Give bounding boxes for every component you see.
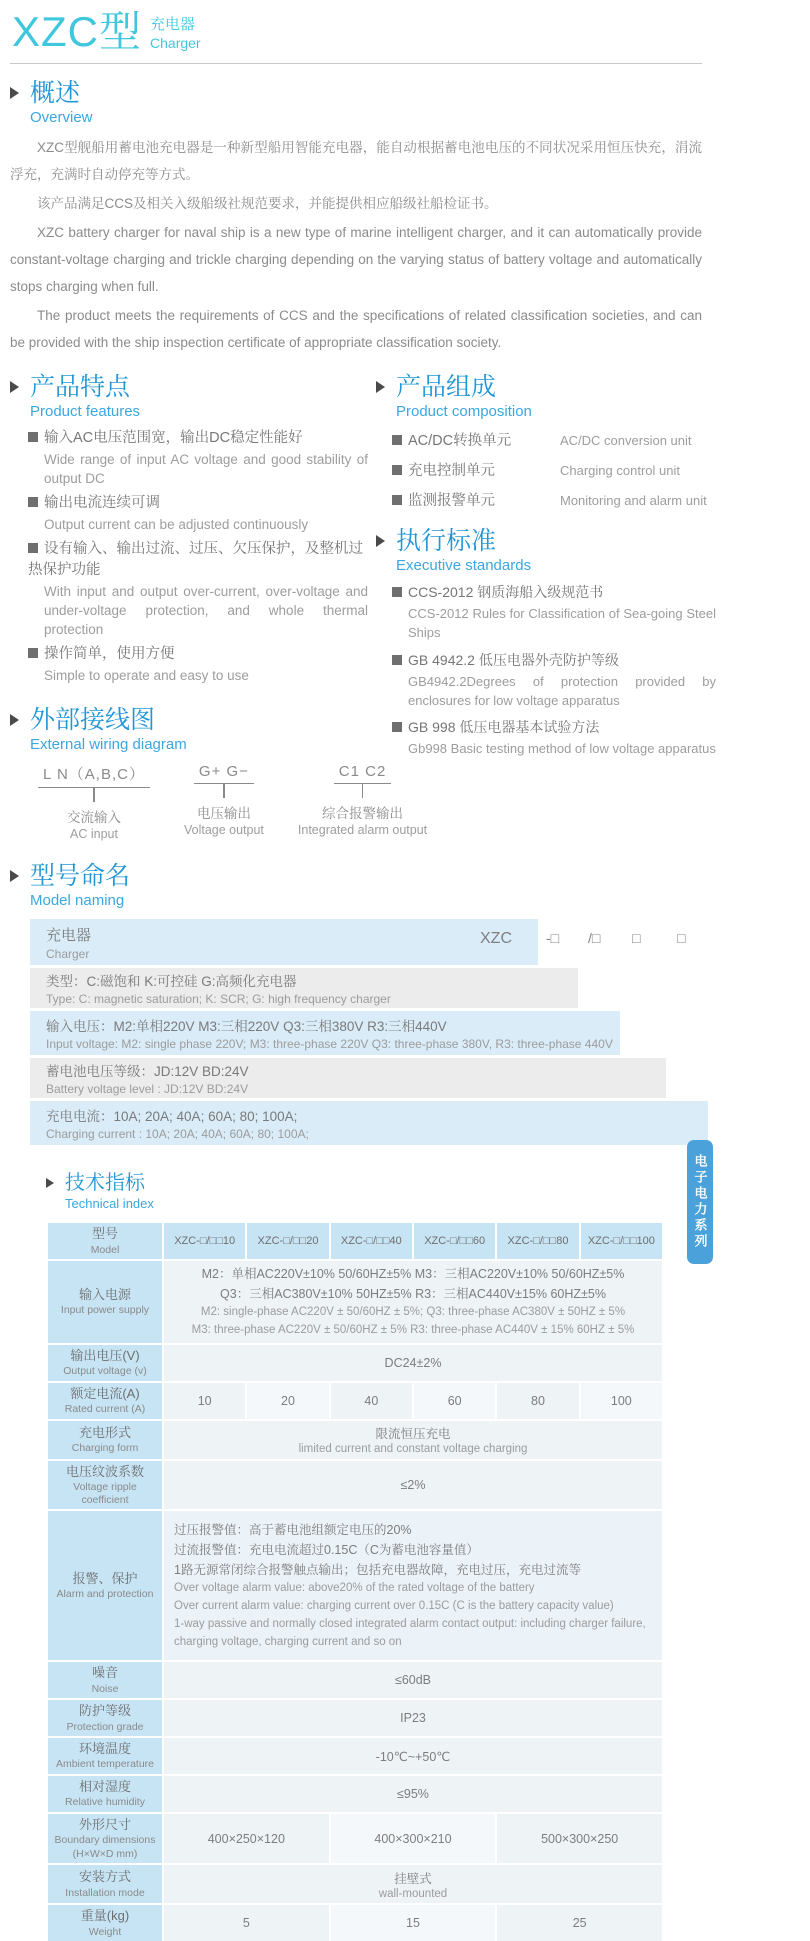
composition-text-en: AC/DC conversion unit [560, 433, 692, 449]
feature-text-cn: 设有输入、输出过流、过压、欠压保护，及整机过热保护功能 [28, 540, 363, 578]
charging-form-cell: 限流恒压充电 limited current and constant voltage charging [164, 1421, 662, 1459]
naming-row-en: Type: C: magnetic saturation; K: SCR; G: high frequency charger [46, 992, 391, 1007]
feature-text-en: Output current can be adjusted continuously [44, 516, 309, 532]
feature-text-en: With input and output over-current, over-voltage and under-voltage protection, and whole thermal protection [44, 583, 368, 637]
feature-text-en: Simple to operate and easy to use [44, 667, 249, 683]
overview-paragraph-en: The product meets the requirements of CCS and the specifications of related classification societies, and can be provided with the ship inspection certificate of appropriate classification society. [10, 308, 702, 351]
feature-text-cn: 操作简单，使用方便 [44, 645, 175, 662]
bullet-square-icon [28, 497, 38, 507]
model-naming-table [30, 919, 708, 1145]
list-item [28, 539, 368, 640]
naming-row-cn: 充电电流：10A; 20A; 40A; 60A; 80; 100A; [46, 1109, 298, 1125]
brand-header [0, 0, 810, 54]
ripple-cell: ≤2% [164, 1461, 662, 1509]
row-label-installation: 安装方式 Installation mode [48, 1865, 162, 1903]
table-header-model: 型号 Model [48, 1223, 162, 1259]
wiring-title-cn: 外部接线图 [30, 706, 156, 735]
row-label-charging-form: 充电形式 Charging form [48, 1421, 162, 1459]
naming-title-cn: 型号命名 [30, 862, 131, 891]
rated-current-cell: 40 [331, 1383, 412, 1419]
bullet-square-icon [392, 722, 402, 732]
tech-title-en: Technical index [65, 1196, 154, 1212]
features-title-en: Product features [30, 403, 141, 421]
naming-title-en: Model naming [30, 892, 125, 910]
list-item [392, 459, 708, 480]
standards-title-cn: 执行标准 [396, 527, 497, 556]
terminal-tick [362, 784, 364, 798]
relative-humidity-cell: ≤95% [164, 1776, 662, 1812]
list-item [392, 717, 716, 759]
terminal-label: L N（A,B,C） [38, 763, 150, 788]
output-voltage-cell: DC24±2% [164, 1345, 662, 1381]
naming-row-en: Charger [46, 946, 90, 961]
terminal-caption-en: AC input [70, 827, 118, 842]
composition-text-cn: 监测报警单元 [408, 493, 495, 510]
wiring-heading [10, 705, 368, 753]
section-composition [376, 372, 708, 510]
naming-row-cn: 类型：C:磁饱和 K:可控硅 G:高频化充电器 [46, 974, 297, 990]
bullet-square-icon [392, 655, 402, 665]
naming-row-en: Charging current : 10A; 20A; 40A; 60A; 80; 100A; [46, 1127, 309, 1142]
terminal-caption-cn: 电压输出 [196, 806, 251, 822]
model-column-header: XZC-□/□□20 [247, 1223, 328, 1259]
rated-current-cell: 80 [497, 1383, 578, 1419]
product-subtitle [150, 13, 201, 51]
series-side-tab-label: 电子电力系列 [692, 1154, 708, 1250]
terminal-tick [223, 784, 225, 798]
list-item [28, 493, 368, 535]
composition-text-cn: 充电控制单元 [408, 463, 495, 480]
left-column [10, 372, 428, 842]
rated-current-cell: 60 [414, 1383, 495, 1419]
standard-text-cn: GB 4942.2 低压电器外壳防护等级 [408, 651, 619, 668]
terminal-label: C1 C2 [334, 763, 392, 784]
dimensions-cell: 500×300×250 [497, 1814, 662, 1863]
section-model-naming [10, 861, 798, 1145]
composition-title-en: Product composition [396, 403, 532, 421]
tech-heading [46, 1171, 798, 1211]
list-item [392, 650, 716, 711]
model-code-part: -□ [546, 930, 560, 947]
list-item [392, 489, 708, 510]
model-code-part: □ [677, 930, 686, 947]
list-item [28, 428, 368, 489]
model-column-header: XZC-□/□□100 [581, 1223, 662, 1259]
wiring-diagram [38, 763, 428, 842]
bullet-square-icon [28, 648, 38, 658]
list-item [392, 582, 716, 643]
rated-current-cell: 10 [164, 1383, 245, 1419]
standard-text-cn: GB 998 低压电器基本试验方法 [408, 719, 600, 736]
row-label-ambient-temperature: 环境温度 Ambient temperature [48, 1738, 162, 1774]
tech-title-cn: 技术指标 [65, 1172, 145, 1195]
features-heading [10, 372, 368, 420]
section-standards [376, 526, 716, 759]
section-marker-icon [46, 1178, 54, 1188]
section-marker-icon [10, 87, 19, 99]
terminal-tick [93, 788, 95, 802]
rated-current-cell: 100 [581, 1383, 662, 1419]
alarm-protection-cell: 过压报警值：高于蓄电池组额定电压的20% 过流报警值：充电电流超过0.15C（C为蓄电池容量值） 1路无源常闭综合报警触点输出；包括充电器故障，充电过压，充电过流等 Over voltage alarm value: above20% of the rated voltage of the battery Over current alarm value: charging current over 0.15C (C is the battery capacity value) 1-way passive and normally closed integrated alarm contact output: including charger failure, charging voltage, charging current and so on [164, 1511, 662, 1660]
model-title: XZC型 [12, 8, 143, 55]
installation-cell: 挂壁式 wall-mounted [164, 1865, 662, 1903]
composition-text-en: Charging control unit [560, 463, 680, 479]
noise-cell: ≤60dB [164, 1662, 662, 1698]
bullet-square-icon [392, 495, 402, 505]
weight-cell: 15 [331, 1905, 496, 1941]
row-label-weight: 重量(kg) Weight [48, 1905, 162, 1941]
rated-current-cell: 20 [247, 1383, 328, 1419]
model-column-header: XZC-□/□□10 [164, 1223, 245, 1259]
naming-heading [10, 861, 798, 909]
model-column-header: XZC-□/□□40 [331, 1223, 412, 1259]
weight-cell: 25 [497, 1905, 662, 1941]
naming-row-cn: 蓄电池电压等级：JD:12V BD:24V [46, 1064, 249, 1080]
overview-paragraph-cn: 该产品满足CCS及相关入级船级社规范要求，并能提供相应船级社船检证书。 [37, 196, 498, 212]
standards-title-en: Executive standards [396, 557, 532, 575]
composition-text-cn: AC/DC转换单元 [408, 433, 512, 450]
standards-heading [376, 526, 708, 574]
overview-paragraph-en: XZC battery charger for naval ship is a new type of marine intelligent charger, and it can automatically provide constant-voltage charging and trickle charging depending on the varying status of battery voltage and automatically stops charging when full. [10, 225, 702, 295]
terminal-caption-en: Integrated alarm output [297, 823, 428, 838]
composition-text-en: Monitoring and alarm unit [560, 493, 707, 509]
model-code-part: XZC [480, 930, 512, 948]
row-label-relative-humidity: 相对湿度 Relative humidity [48, 1776, 162, 1812]
overview-heading [10, 78, 798, 126]
technical-table [48, 1223, 662, 1941]
row-label-noise: 噪音 Noise [48, 1662, 162, 1698]
section-wiring [10, 705, 428, 842]
model-code-row [30, 930, 708, 954]
bullet-square-icon [28, 432, 38, 442]
terminal-caption-cn: 交流输入 [66, 810, 121, 826]
product-name-cn: 充电器 [150, 16, 196, 33]
product-name-en: Charger [150, 35, 201, 51]
terminal-caption-en: Voltage output [183, 823, 264, 838]
naming-row-charging-current [30, 1101, 708, 1145]
model-code-part: /□ [588, 930, 601, 947]
ambient-temperature-cell: -10℃~+50℃ [164, 1738, 662, 1774]
overview-title-en: Overview [30, 109, 93, 127]
section-marker-icon [10, 381, 19, 393]
section-marker-icon [10, 714, 19, 726]
list-item [28, 644, 368, 686]
row-label-dimensions: 外形尺寸 Boundary dimensions (H×W×D mm) [48, 1814, 162, 1863]
wiring-title-en: External wiring diagram [30, 736, 187, 754]
naming-row-en: Battery voltage level : JD:12V BD:24V [46, 1082, 249, 1097]
naming-row-battery-level [30, 1058, 666, 1098]
series-side-tab [687, 1140, 713, 1264]
section-marker-icon [10, 870, 19, 882]
terminal-group-ac-input [38, 763, 150, 841]
model-column-header: XZC-□/□□60 [414, 1223, 495, 1259]
standard-text-cn: CCS-2012 钢质海船入级规范书 [408, 584, 604, 601]
overview-title-cn: 概述 [30, 79, 81, 108]
terminal-caption-cn: 综合报警输出 [322, 806, 404, 822]
bullet-square-icon [28, 543, 38, 553]
row-label-alarm: 报警、保护 Alarm and protection [48, 1511, 162, 1660]
terminal-label: G+ G− [194, 763, 254, 784]
feature-text-en: Wide range of input AC voltage and good stability of output DC [44, 452, 368, 486]
standard-text-en: Gb998 Basic testing method of low voltage apparatus [408, 741, 716, 757]
model-code-part: □ [632, 930, 641, 947]
dimensions-cell: 400×250×120 [164, 1814, 329, 1863]
naming-row-cn: 输入电压：M2:单相220V M3:三相220V Q3:三相380V R3:三相440V [46, 1019, 447, 1035]
protection-grade-cell: IP23 [164, 1700, 662, 1736]
standards-list [392, 582, 716, 759]
section-overview [10, 78, 798, 356]
right-column [376, 372, 716, 841]
row-label-input-power: 输入电源 Input power supply [48, 1261, 162, 1343]
feature-text-cn: 输出电流连续可调 [44, 494, 160, 511]
row-label-protection-grade: 防护等级 Protection grade [48, 1700, 162, 1736]
terminal-group-voltage-output [184, 763, 264, 841]
naming-row-input-voltage [30, 1011, 620, 1055]
feature-text-cn: 输入AC电压范围宽，输出DC稳定性能好 [44, 430, 303, 447]
naming-row-en: Input voltage: M2: single phase 220V; M3: three-phase 220V Q3: three-phase 380V, R3: three-phase 440V [46, 1037, 613, 1052]
section-features [10, 372, 368, 685]
two-column-area [10, 372, 798, 841]
dimensions-cell: 400×300×210 [331, 1814, 496, 1863]
section-marker-icon [376, 535, 385, 547]
weight-cell: 5 [164, 1905, 329, 1941]
composition-heading [376, 372, 708, 420]
row-label-output-voltage: 输出电压(V) Output voltage (v) [48, 1345, 162, 1381]
naming-row-cn: 充电器 [46, 926, 92, 944]
bullet-square-icon [392, 465, 402, 475]
composition-title-cn: 产品组成 [396, 373, 497, 402]
header-divider [10, 63, 702, 64]
list-item [392, 429, 708, 450]
input-power-cell: M2：单相AC220V±10% 50/60HZ±5% M3：三相AC220V±10% 50/60HZ±5% Q3：三相AC380V±10% 50HZ±5% R3：三相AC440V±15% 60HZ±5% M2: single-phase AC220V ± 50/60HZ ± 5%; Q3: three-phase AC380V ± 50HZ ± 5% M3: three-phase AC220V ± 50/60HZ ± 5% R3: three-phase AC440V ± 15% 60HZ ± 5% [164, 1261, 662, 1343]
bullet-square-icon [392, 587, 402, 597]
features-title-cn: 产品特点 [30, 373, 131, 402]
naming-row-type [30, 968, 578, 1008]
section-marker-icon [376, 381, 385, 393]
composition-list [392, 429, 708, 510]
model-column-header: XZC-□/□□80 [497, 1223, 578, 1259]
standard-text-en: GB4942.2Degrees of protection provided by enclosures for low voltage apparatus [408, 673, 716, 708]
features-list [28, 428, 368, 685]
standard-text-en: CCS-2012 Rules for Classification of Sea-going Steel Ships [408, 606, 716, 640]
row-label-rated-current: 额定电流(A) Rated current (A) [48, 1383, 162, 1419]
overview-paragraphs [10, 134, 702, 356]
row-label-ripple: 电压纹波系数 Voltage ripple coefficient [48, 1461, 162, 1509]
bullet-square-icon [392, 435, 402, 445]
section-technical-index [46, 1171, 798, 1941]
overview-paragraph-cn: XZC型舰船用蓄电池充电器是一种新型船用智能充电器，能自动根据蓄电池电压的不同状况采用恒压快充，涓流浮充，充满时自动停充等方式。 [10, 140, 702, 183]
